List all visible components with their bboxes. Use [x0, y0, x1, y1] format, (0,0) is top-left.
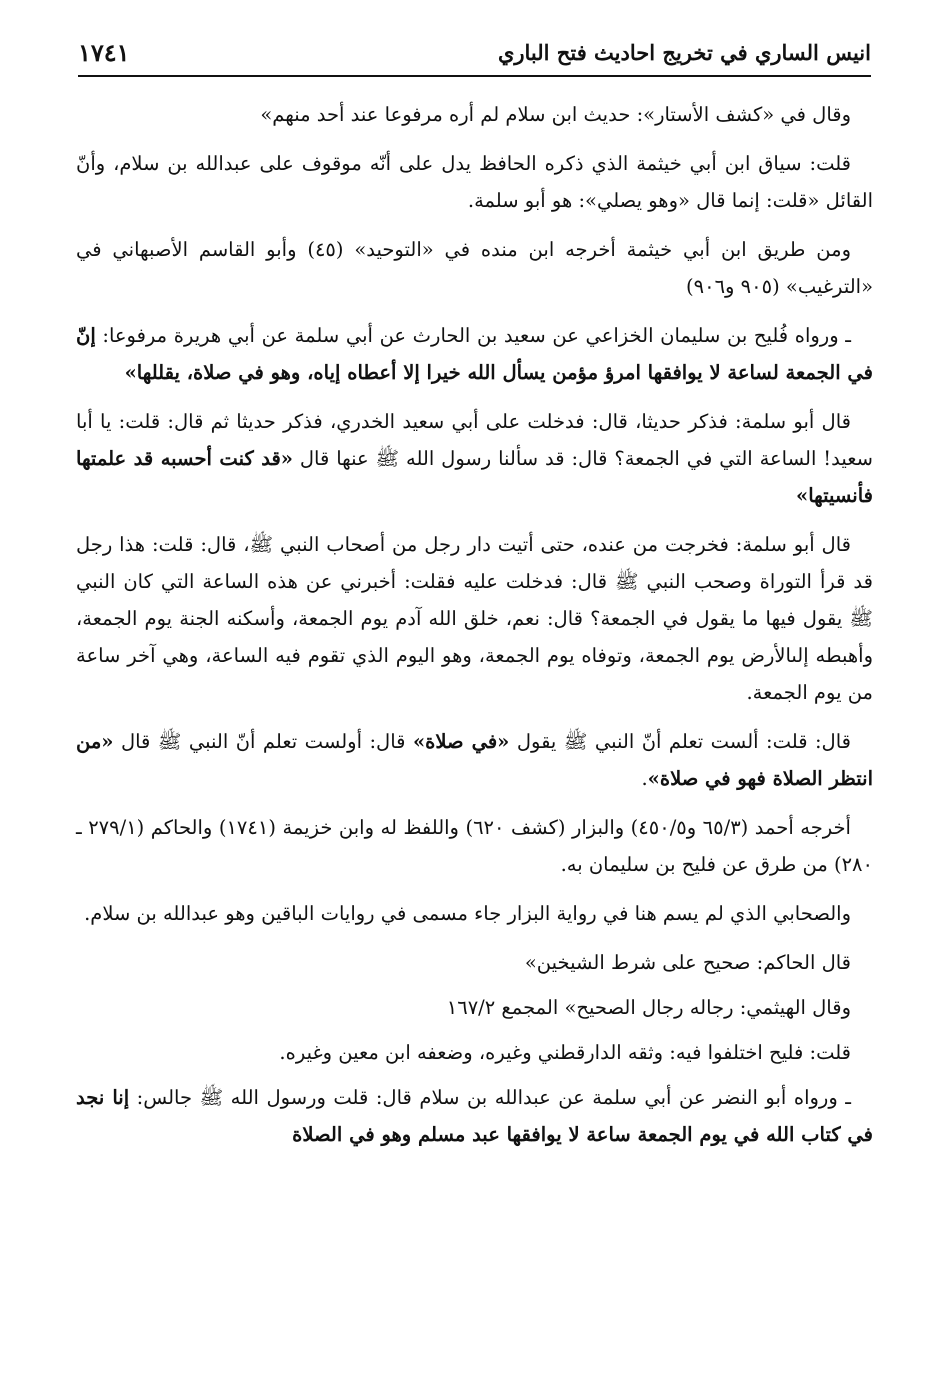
paragraph [76, 944, 873, 981]
hadith-text: «من انتظر الصلاة فهو في صلاة» [76, 730, 873, 790]
paragraph-text: ـ ورواه فُليح بن سليمان الخزاعي عن سعيد بن الحارث عن أبي سلمة عن أبي هريرة مرفوعا: [95, 324, 851, 347]
paragraph-text: قلت: سياق ابن أبي خيثمة الذي ذكره الحافظ يدل على أنّه موقوف على عبدالله بن سلام، وأنّ القائل «قلت: إنما قال «وهو يصلي»: هو أبو سلمة. [76, 152, 873, 212]
hadith-text: إنّ في الجمعة لساعة لا يوافقها امرؤ مؤمن يسأل الله خيرا إلا أعطاه إياه، وهو في صلاة، يقللها» [76, 324, 873, 384]
header-rule [78, 75, 871, 77]
paragraph-text: أخرجه أحمد (٦٥/٣ و٤٥٠/٥) والبزار (كشف ٦٢٠) واللفظ له وابن خزيمة (١٧٤١) والحاكم (٢٧٩/١ ـ ٢٨٠) من طرق عن فليح بن سليمان به. [76, 816, 873, 876]
hadith-text: «في صلاة» [412, 730, 510, 753]
paragraph-text: والصحابي الذي لم يسم هنا في رواية البزار جاء مسمى في روايات الباقين وهو عبدالله بن سلام. [84, 902, 851, 925]
running-header [78, 38, 871, 78]
paragraph [76, 231, 873, 305]
paragraph-text: ومن طريق ابن أبي خيثمة أخرجه ابن منده في «التوحيد» (٤٥) وأبو القاسم الأصبهاني في «الترغيب» (٩٠٥ و٩٠٦) [76, 238, 873, 298]
paragraph-text: . [641, 767, 648, 790]
hadith-text: إنا نجد في كتاب الله في يوم الجمعة ساعة لا يوافقها عبد مسلم وهو في الصلاة [76, 1086, 873, 1146]
paragraph [76, 989, 873, 1026]
paragraph [76, 526, 873, 711]
paragraph [76, 403, 873, 514]
paragraph-text: قال الحاكم: صحيح على شرط الشيخين» [524, 951, 851, 974]
paragraph [76, 895, 873, 932]
paragraph-text: قال: قلت: ألست تعلم أنّ النبي ﷺ يقول [509, 730, 851, 753]
paragraph [76, 723, 873, 797]
paragraph-text: وقال الهيثمي: رجاله رجال الصحيح» المجمع ١٦٧/٢ [446, 996, 851, 1019]
paragraph-text: ـ ورواه أبو النضر عن أبي سلمة عن عبدالله بن سلام قال: قلت ورسول الله ﷺ جالس: [129, 1086, 851, 1109]
hadith-text: «قد كنت أحسبه قد علمتها فأنسيتها» [76, 447, 873, 507]
page-body [76, 96, 873, 1165]
paragraph [76, 317, 873, 391]
paragraph-text: وقال في «كشف الأستار»: حديث ابن سلام لم أره مرفوعا عند أحد منهم» [260, 103, 851, 126]
page-number: ١٧٤١ [78, 38, 130, 67]
paragraph [76, 1034, 873, 1071]
paragraph-text: قال أبو سلمة: فخرجت من عنده، حتى أتيت دار رجل من أصحاب النبي ﷺ، قال: قلت: هذا رجل قد قرأ التوراة وصحب النبي ﷺ قال: فدخلت عليه فقلت: أخبرني عن هذه الساعة التي كان النبي ﷺ يقول فيها ما يقول في الجمعة؟ قال: نعم، خلق الله آدم يوم الجمعة، وأسكنه الجنة يوم الجمعة، وأهبطه إلىالأرض يوم الجمعة، وتوفاه يوم الجمعة، وهو اليوم الذي تقوم فيه الساعة، وهي آخر ساعة من يوم الجمعة. [76, 533, 873, 704]
paragraph [76, 96, 873, 133]
paragraph [76, 145, 873, 219]
paragraph-text: قال أبو سلمة: فذكر حديثا، قال: فدخلت على أبي سعيد الخدري، فذكر حديثا ثم قال: قلت: يا أبا سعيد! الساعة التي في الجمعة؟ قال: قد سألنا رسول الله ﷺ عنها قال [76, 410, 873, 470]
paragraph [76, 809, 873, 883]
paragraph-text: قال: أولست تعلم أنّ النبي ﷺ قال [113, 730, 413, 753]
paragraph [76, 1079, 873, 1153]
book-title: انيس الساري في تخريج احاديث فتح الباري [497, 40, 871, 65]
paragraph-text: قلت: فليح اختلفوا فيه: وثقه الدارقطني وغيره، وضعفه ابن معين وغيره. [279, 1041, 851, 1064]
